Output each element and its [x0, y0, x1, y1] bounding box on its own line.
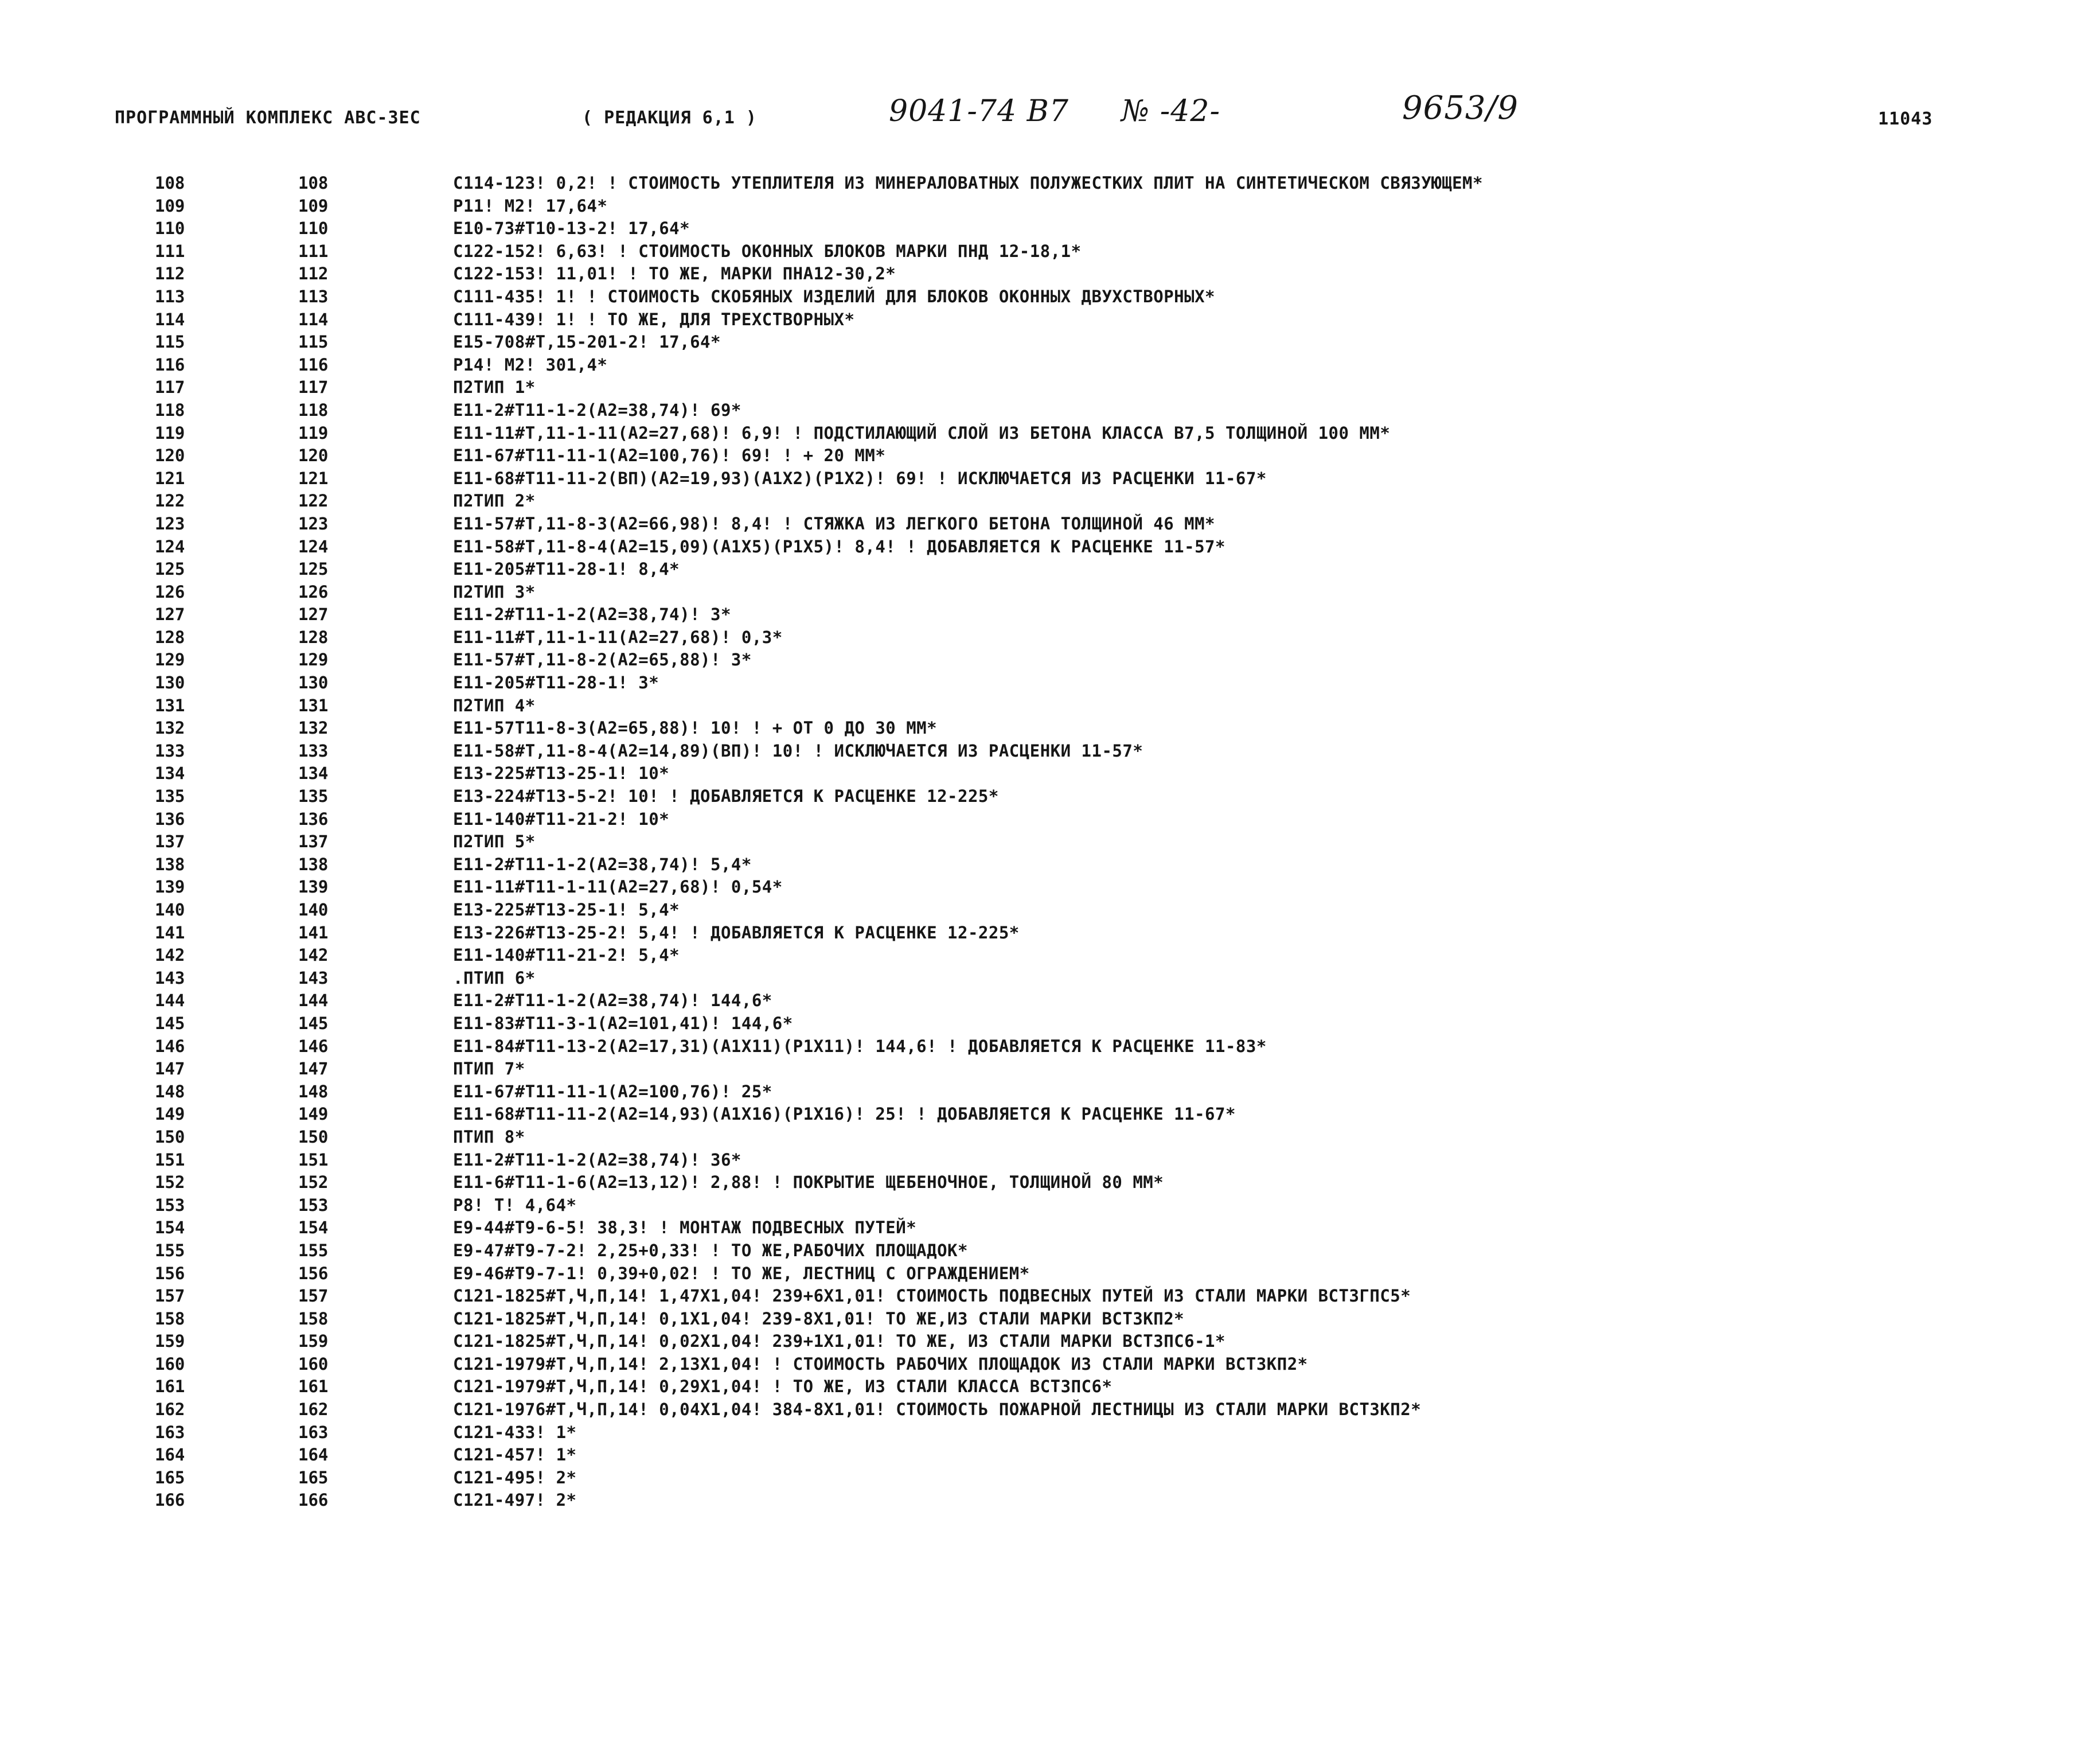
statement-text: Е11-140#Т11-21-2! 5,4*	[453, 945, 680, 965]
statement-number: 113	[298, 286, 329, 306]
line-number: 133	[155, 741, 185, 761]
statement-number: 128	[298, 627, 329, 647]
listing-row	[155, 672, 2070, 695]
line-number: 122	[155, 491, 185, 511]
statement-number: 146	[298, 1036, 329, 1056]
statement-text: С122-153! 11,01! ! ТО ЖЕ, МАРКИ ПНА12-30,2*	[453, 264, 896, 284]
statement-text: Е13-225#Т13-25-1! 5,4*	[453, 900, 680, 920]
statement-number: 151	[298, 1150, 329, 1170]
statement-text: П2ТИП 3*	[453, 582, 536, 602]
statement-text: С121-495! 2*	[453, 1467, 577, 1487]
listing-row	[155, 1240, 2070, 1263]
statement-text: Е9-47#Т9-7-2! 2,25+0,33! ! ТО ЖЕ,РАБОЧИХ ПЛОЩАДОК*	[453, 1240, 968, 1260]
statement-text: П2ТИП 4*	[453, 695, 536, 715]
listing-row	[155, 399, 2070, 422]
statement-text: С121-1979#Т,Ч,П,14! 2,13Х1,04! ! СТОИМОСТЬ РАБОЧИХ ПЛОЩАДОК ИЗ СТАЛИ МАРКИ ВСТЗКП2*	[453, 1354, 1308, 1374]
statement-number: 154	[298, 1218, 329, 1238]
listing-row	[155, 603, 2070, 626]
line-number: 157	[155, 1286, 185, 1306]
listing-row	[155, 1058, 2070, 1081]
line-number: 143	[155, 968, 185, 988]
line-number: 160	[155, 1354, 185, 1374]
statement-number: 149	[298, 1104, 329, 1124]
listing-row	[155, 876, 2070, 899]
statement-number: 121	[298, 468, 329, 488]
statement-number: 120	[298, 446, 329, 466]
statement-number: 137	[298, 832, 329, 852]
line-number: 152	[155, 1172, 185, 1193]
statement-number: 119	[298, 423, 329, 443]
statement-text: Е11-67#Т11-11-1(А2=100,76)! 25*	[453, 1081, 772, 1101]
listing-row	[155, 536, 2070, 559]
line-number: 139	[155, 877, 185, 897]
listing-row	[155, 354, 2070, 377]
listing-row	[155, 831, 2070, 854]
statement-number: 132	[298, 718, 329, 738]
listing-row	[155, 172, 2070, 195]
statement-number: 155	[298, 1240, 329, 1260]
statement-text: Е11-205#Т11-28-1! 8,4*	[453, 559, 680, 579]
line-number: 130	[155, 673, 185, 693]
listing-row	[155, 286, 2070, 309]
statement-text: П2ТИП 2*	[453, 491, 536, 511]
statement-text: П2ТИП 5*	[453, 832, 536, 852]
line-number: 118	[155, 400, 185, 420]
statement-text: Е13-224#Т13-5-2! 10! ! ДОБАВЛЯЕТСЯ К РАСЦЕНКЕ 12-225*	[453, 786, 999, 807]
statement-text: С111-439! 1! ! ТО ЖЕ, ДЛЯ ТРЕХСТВОРНЫХ*	[453, 309, 855, 329]
statement-number: 139	[298, 877, 329, 897]
statement-text: Е11-84#Т11-13-2(А2=17,31)(А1Х11)(Р1Х11)! 144,6! ! ДОБАВЛЯЕТСЯ К РАСЦЕНКЕ 11-83*	[453, 1036, 1267, 1056]
program-title: ПРОГРАММНЫЙ КОМПЛЕКС АВС-ЗЕС	[115, 108, 421, 128]
listing-row	[155, 1376, 2070, 1398]
line-number: 116	[155, 354, 185, 375]
statement-number: 112	[298, 264, 329, 284]
statement-number: 109	[298, 196, 329, 216]
line-number: 151	[155, 1150, 185, 1170]
statement-text: Е11-11#Т,11-1-11(А2=27,68)! 6,9! ! ПОДСТИЛАЮЩИЙ СЛОЙ ИЗ БЕТОНА КЛАССА В7,5 ТОЛЩИНОЙ 100 ММ*	[453, 423, 1391, 443]
line-number: 129	[155, 650, 185, 670]
statement-number: 129	[298, 650, 329, 670]
statement-text: С114-123! 0,2! ! СТОИМОСТЬ УТЕПЛИТЕЛЯ ИЗ МИНЕРАЛОВАТНЫХ ПОЛУЖЕСТКИХ ПЛИТ НА СИНТЕТИЧЕСКОМ СВЯЗУЮЩЕМ*	[453, 173, 1483, 193]
statement-text: Р14! М2! 301,4*	[453, 354, 608, 375]
statement-text: С122-152! 6,63! ! СТОИМОСТЬ ОКОННЫХ БЛОКОВ МАРКИ ПНД 12-18,1*	[453, 241, 1082, 261]
statement-text: Е11-2#Т11-1-2(А2=38,74)! 69*	[453, 400, 741, 420]
statement-number: 157	[298, 1286, 329, 1306]
listing-row	[155, 1330, 2070, 1353]
line-number: 153	[155, 1195, 185, 1215]
listing-row	[155, 581, 2070, 604]
statement-number: 114	[298, 309, 329, 329]
line-number: 163	[155, 1422, 185, 1442]
line-number: 150	[155, 1127, 185, 1147]
statement-number: 133	[298, 741, 329, 761]
statement-text: Е9-44#Т9-6-5! 38,3! ! МОНТАЖ ПОДВЕСНЫХ ПУТЕЙ*	[453, 1218, 917, 1238]
statement-text: Е11-205#Т11-28-1! 3*	[453, 673, 659, 693]
statement-number: 147	[298, 1059, 329, 1079]
listing-row	[155, 1103, 2070, 1126]
listing-row	[155, 717, 2070, 740]
line-number: 117	[155, 377, 185, 398]
line-number: 125	[155, 559, 185, 579]
statement-number: 110	[298, 219, 329, 239]
line-number: 149	[155, 1104, 185, 1124]
statement-text: С121-497! 2*	[453, 1490, 577, 1510]
statement-number: 163	[298, 1422, 329, 1442]
listing-row	[155, 309, 2070, 332]
line-number: 137	[155, 832, 185, 852]
statement-number: 160	[298, 1354, 329, 1374]
line-number: 128	[155, 627, 185, 647]
statement-text: С121-1825#Т,Ч,П,14! 0,02Х1,04! 239+1Х1,01! ТО ЖЕ, ИЗ СТАЛИ МАРКИ ВСТЗПС6-1*	[453, 1331, 1225, 1351]
line-number: 166	[155, 1490, 185, 1510]
statement-text: Е11-2#Т11-1-2(А2=38,74)! 36*	[453, 1150, 741, 1170]
statement-text: Е11-2#Т11-1-2(А2=38,74)! 5,4*	[453, 854, 752, 874]
listing-row	[155, 944, 2070, 967]
statement-number: 111	[298, 241, 329, 261]
listing-row	[155, 1489, 2070, 1512]
statement-number: 158	[298, 1308, 329, 1328]
page-number: 11043	[1878, 109, 1933, 129]
statement-number: 115	[298, 332, 329, 352]
statement-text: Е11-83#Т11-3-1(А2=101,41)! 144,6*	[453, 1013, 793, 1033]
statement-number: 127	[298, 605, 329, 625]
statement-number: 166	[298, 1490, 329, 1510]
line-number: 159	[155, 1331, 185, 1351]
statement-text: .ПТИП 6*	[453, 968, 536, 988]
listing-row	[155, 558, 2070, 581]
line-number: 144	[155, 991, 185, 1011]
statement-number: 140	[298, 900, 329, 920]
listing-row	[155, 513, 2070, 536]
statement-text: Е11-2#Т11-1-2(А2=38,74)! 3*	[453, 605, 731, 625]
statement-text: Е11-58#Т,11-8-4(А2=14,89)(ВП)! 10! ! ИСКЛЮЧАЕТСЯ ИЗ РАСЦЕНКИ 11-57*	[453, 741, 1143, 761]
statement-number: 141	[298, 922, 329, 942]
listing-row	[155, 740, 2070, 763]
statement-number: 145	[298, 1013, 329, 1033]
listing-row	[155, 854, 2070, 876]
statement-text: Е11-6#Т11-1-6(А2=13,12)! 2,88! ! ПОКРЫТИЕ ЩЕБЕНОЧНОЕ, ТОЛЩИНОЙ 80 ММ*	[453, 1172, 1164, 1193]
listing-row	[155, 626, 2070, 649]
line-number: 156	[155, 1263, 185, 1283]
line-number: 115	[155, 332, 185, 352]
statement-text: Е11-67#Т11-11-1(А2=100,76)! 69! ! + 20 ММ*	[453, 446, 886, 466]
statement-number: 143	[298, 968, 329, 988]
listing-row	[155, 808, 2070, 831]
line-number: 164	[155, 1445, 185, 1465]
statement-text: Е11-11#Т,11-1-11(А2=27,68)! 0,3*	[453, 627, 783, 647]
statement-number: 134	[298, 763, 329, 784]
listing-row	[155, 1467, 2070, 1490]
statement-text: Е11-57Т11-8-3(А2=65,88)! 10! ! + ОТ 0 ДО 30 ММ*	[453, 718, 938, 738]
statement-text: Е11-68#Т11-11-2(ВП)(А2=19,93)(А1Х2)(Р1Х2)! 69! ! ИСКЛЮЧАЕТСЯ ИЗ РАСЦЕНКИ 11-67*	[453, 468, 1267, 488]
statement-text: С121-1825#Т,Ч,П,14! 1,47Х1,04! 239+6Х1,01! СТОИМОСТЬ ПОДВЕСНЫХ ПУТЕЙ ИЗ СТАЛИ МАРКИ ВСТЗГПС5*	[453, 1286, 1411, 1306]
statement-text: Е11-68#Т11-11-2(А2=14,93)(А1Х16)(Р1Х16)! 25! ! ДОБАВЛЯЕТСЯ К РАСЦЕНКЕ 11-67*	[453, 1104, 1236, 1124]
statement-number: 136	[298, 809, 329, 829]
line-number: 165	[155, 1467, 185, 1487]
statement-number: 130	[298, 673, 329, 693]
line-number: 110	[155, 219, 185, 239]
line-number: 124	[155, 536, 185, 556]
statement-text: ПТИП 8*	[453, 1127, 525, 1147]
statement-text: Е11-57#Т,11-8-2(А2=65,88)! 3*	[453, 650, 752, 670]
listing-row	[155, 967, 2070, 990]
statement-text: Р8! Т! 4,64*	[453, 1195, 577, 1215]
statement-number: 161	[298, 1377, 329, 1397]
line-number: 111	[155, 241, 185, 261]
listing-row	[155, 989, 2070, 1012]
listing-row	[155, 263, 2070, 286]
statement-text: С121-457! 1*	[453, 1445, 577, 1465]
statement-text: Е11-140#Т11-21-2! 10*	[453, 809, 670, 829]
listing-row	[155, 376, 2070, 399]
statement-text: ПТИП 7*	[453, 1059, 525, 1079]
listing-row	[155, 240, 2070, 263]
statement-text: С111-435! 1! ! СТОИМОСТЬ СКОБЯНЫХ ИЗДЕЛИЙ ДЛЯ БЛОКОВ ОКОННЫХ ДВУХСТВОРНЫХ*	[453, 286, 1216, 306]
listing-row	[155, 467, 2070, 490]
statement-number: 164	[298, 1445, 329, 1465]
statement-text: Е13-226#Т13-25-2! 5,4! ! ДОБАВЛЯЕТСЯ К РАСЦЕНКЕ 12-225*	[453, 922, 1020, 942]
statement-text: Е11-57#Т,11-8-3(А2=66,98)! 8,4! ! СТЯЖКА ИЗ ЛЕГКОГО БЕТОНА ТОЛЩИНОЙ 46 ММ*	[453, 513, 1216, 533]
statement-number: 122	[298, 491, 329, 511]
statement-number: 123	[298, 513, 329, 533]
handwritten-code: 9041-74 В7	[889, 94, 1069, 128]
line-number: 148	[155, 1081, 185, 1101]
line-number: 123	[155, 513, 185, 533]
statement-text: Е15-708#Т,15-201-2! 17,64*	[453, 332, 721, 352]
line-number: 136	[155, 809, 185, 829]
statement-text: Е11-58#Т,11-8-4(А2=15,09)(А1Х5)(Р1Х5)! 8,4! ! ДОБАВЛЯЕТСЯ К РАСЦЕНКЕ 11-57*	[453, 536, 1225, 556]
listing-row	[155, 445, 2070, 467]
statement-text: Е11-11#Т11-1-11(А2=27,68)! 0,54*	[453, 877, 783, 897]
statement-number: 144	[298, 991, 329, 1011]
line-number: 155	[155, 1240, 185, 1260]
statement-number: 159	[298, 1331, 329, 1351]
handwritten-reference: 9653/9	[1402, 89, 1519, 127]
page-header	[115, 89, 2007, 137]
program-listing	[155, 172, 2070, 1512]
line-number: 140	[155, 900, 185, 920]
line-number: 132	[155, 718, 185, 738]
statement-text: С121-1979#Т,Ч,П,14! 0,29Х1,04! ! ТО ЖЕ, ИЗ СТАЛИ КЛАССА ВСТЗПС6*	[453, 1377, 1113, 1397]
listing-row	[155, 1444, 2070, 1467]
listing-row	[155, 422, 2070, 445]
listing-row	[155, 1398, 2070, 1421]
statement-number: 138	[298, 854, 329, 874]
listing-row	[155, 490, 2070, 513]
statement-number: 135	[298, 786, 329, 807]
line-number: 131	[155, 695, 185, 715]
line-number: 119	[155, 423, 185, 443]
line-number: 134	[155, 763, 185, 784]
line-number: 154	[155, 1218, 185, 1238]
listing-row	[155, 1285, 2070, 1308]
statement-number: 117	[298, 377, 329, 398]
line-number: 114	[155, 309, 185, 329]
listing-row	[155, 1194, 2070, 1217]
listing-row	[155, 1217, 2070, 1240]
line-number: 147	[155, 1059, 185, 1079]
statement-number: 116	[298, 354, 329, 375]
line-number: 135	[155, 786, 185, 807]
statement-text: П2ТИП 1*	[453, 377, 536, 398]
line-number: 113	[155, 286, 185, 306]
listing-row	[155, 1171, 2070, 1194]
statement-number: 165	[298, 1467, 329, 1487]
statement-number: 156	[298, 1263, 329, 1283]
listing-row	[155, 1012, 2070, 1035]
listing-row	[155, 785, 2070, 808]
edition-label: ( РЕДАКЦИЯ 6,1 )	[582, 108, 757, 128]
statement-text: Е9-46#Т9-7-1! 0,39+0,02! ! ТО ЖЕ, ЛЕСТНИЦ С ОГРАЖДЕНИЕМ*	[453, 1263, 1030, 1283]
line-number: 141	[155, 922, 185, 942]
statement-number: 108	[298, 173, 329, 193]
listing-row	[155, 195, 2070, 218]
statement-number: 148	[298, 1081, 329, 1101]
statement-number: 142	[298, 945, 329, 965]
listing-row	[155, 649, 2070, 672]
line-number: 158	[155, 1308, 185, 1328]
handwritten-sheet-number: № -42-	[1121, 94, 1221, 128]
line-number: 161	[155, 1377, 185, 1397]
statement-number: 124	[298, 536, 329, 556]
listing-row	[155, 1149, 2070, 1172]
line-number: 121	[155, 468, 185, 488]
statement-text: С121-1976#Т,Ч,П,14! 0,04Х1,04! 384-8Х1,01! СТОИМОСТЬ ПОЖАРНОЙ ЛЕСТНИЦЫ ИЗ СТАЛИ МАРКИ ВСТЗКП2*	[453, 1400, 1422, 1420]
statement-number: 131	[298, 695, 329, 715]
listing-row	[155, 922, 2070, 945]
line-number: 126	[155, 582, 185, 602]
statement-text: Е10-73#Т10-13-2! 17,64*	[453, 219, 690, 239]
statement-number: 153	[298, 1195, 329, 1215]
line-number: 108	[155, 173, 185, 193]
line-number: 162	[155, 1400, 185, 1420]
line-number: 138	[155, 854, 185, 874]
listing-row	[155, 695, 2070, 718]
statement-number: 150	[298, 1127, 329, 1147]
statement-text: Е11-2#Т11-1-2(А2=38,74)! 144,6*	[453, 991, 772, 1011]
statement-text: Р11! М2! 17,64*	[453, 196, 608, 216]
line-number: 145	[155, 1013, 185, 1033]
listing-row	[155, 1308, 2070, 1331]
listing-row	[155, 899, 2070, 922]
listing-row	[155, 762, 2070, 785]
statement-number: 125	[298, 559, 329, 579]
statement-number: 162	[298, 1400, 329, 1420]
line-number: 109	[155, 196, 185, 216]
listing-row	[155, 1081, 2070, 1104]
listing-row	[155, 1126, 2070, 1149]
line-number: 120	[155, 446, 185, 466]
statement-text: С121-1825#Т,Ч,П,14! 0,1Х1,04! 239-8Х1,01! ТО ЖЕ,ИЗ СТАЛИ МАРКИ ВСТЗКП2*	[453, 1308, 1185, 1328]
statement-number: 118	[298, 400, 329, 420]
statement-number: 126	[298, 582, 329, 602]
listing-row	[155, 1263, 2070, 1285]
listing-row	[155, 1035, 2070, 1058]
listing-row	[155, 1353, 2070, 1376]
statement-text: Е13-225#Т13-25-1! 10*	[453, 763, 670, 784]
listing-row	[155, 1421, 2070, 1444]
statement-text: С121-433! 1*	[453, 1422, 577, 1442]
line-number: 127	[155, 605, 185, 625]
line-number: 146	[155, 1036, 185, 1056]
line-number: 112	[155, 264, 185, 284]
listing-row	[155, 217, 2070, 240]
line-number: 142	[155, 945, 185, 965]
statement-number: 152	[298, 1172, 329, 1193]
listing-row	[155, 331, 2070, 354]
